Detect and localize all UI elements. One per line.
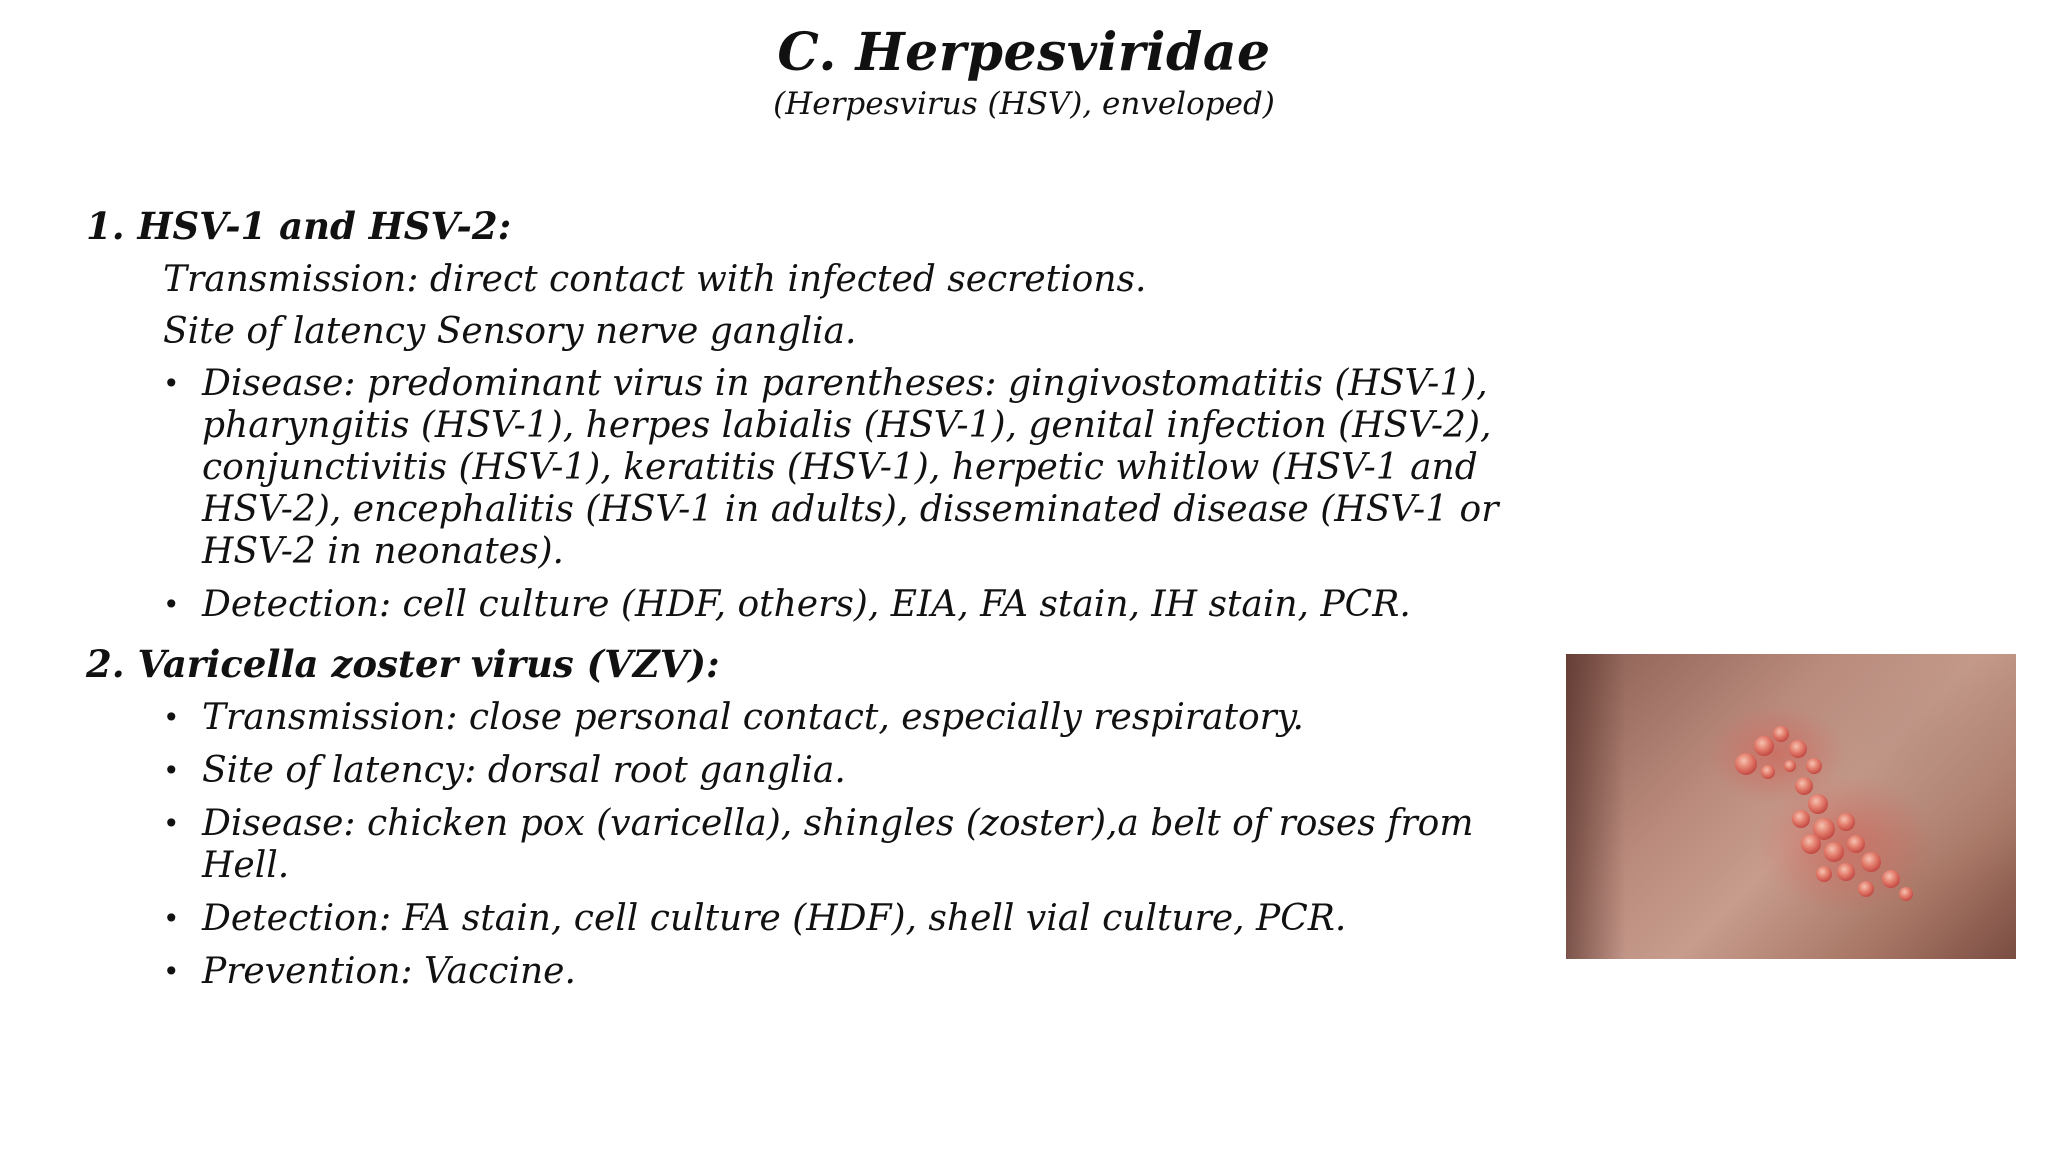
bullet-icon: • [163,367,180,400]
list-item [86,584,1536,626]
slide-subtitle: (Herpesvirus (HSV), enveloped) [773,86,1275,122]
list-item [86,803,1536,887]
slide-content [86,205,1536,1004]
list-item [86,363,1536,573]
slide-title: C. Herpesviridae [777,22,1271,83]
hsv-detection-text: Detection: cell culture (HDF, others), EIA, FA stain, IH stain, PCR. [202,584,1411,625]
bullet-icon: • [163,588,180,621]
bullet-icon: • [163,955,180,988]
list-item [86,750,1536,792]
vzv-latency-text: Site of latency: dorsal root ganglia. [202,750,846,791]
list-item [86,697,1536,739]
rash-blisters-icon [1706,694,1946,934]
shingles-rash-photo [1566,654,2016,959]
section-heading-vzv: 2. Varicella zoster virus (VZV): [86,642,720,686]
list-item [86,898,1536,940]
vzv-prevention-text: Prevention: Vaccine. [202,951,576,992]
hsv-latency-line: Site of latency Sensory nerve ganglia. [163,311,857,352]
hsv-transmission-line: Transmission: direct contact with infected secretions. [163,259,1147,300]
vzv-disease-text: Disease: chicken pox (varicella), shingles (zoster),a belt of roses from Hell. [202,803,1474,886]
bullet-icon: • [163,754,180,787]
hsv-bullet-list [86,363,1536,626]
bullet-icon: • [163,807,180,840]
hsv-disease-text: Disease: predominant virus in parentheses: gingivostomatitis (HSV-1), pharyngitis (HSV-1), herpes labialis (HSV-1), genital infection (HSV-2), conjunctivitis (HSV-1), keratitis (HSV-1), herpetic whitlow (HSV-1 and HSV-2), encephalitis (HSV-1 in adults), disseminated disease (HSV-1 or HSV-2 in neonates). [202,363,1499,572]
bullet-icon: • [163,902,180,935]
section-heading-hsv: 1. HSV-1 and HSV-2: [86,204,512,248]
vzv-bullet-list [86,697,1536,993]
bullet-icon: • [163,701,180,734]
vzv-transmission-text: Transmission: close personal contact, especially respiratory. [202,697,1304,738]
list-item [86,951,1536,993]
vzv-detection-text: Detection: FA stain, cell culture (HDF), shell vial culture, PCR. [202,898,1347,939]
photo-shadow [1566,654,1626,959]
